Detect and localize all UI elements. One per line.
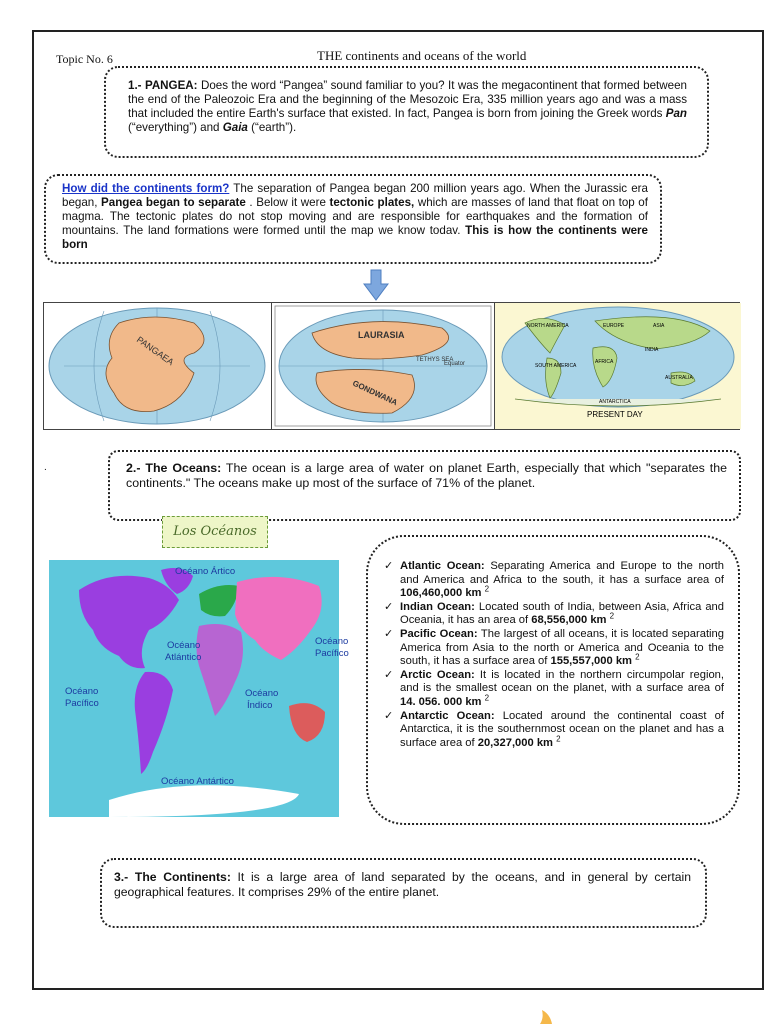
- label-atlantico-1: Océano: [167, 640, 201, 651]
- pangea-pan: Pan: [665, 107, 687, 120]
- decorative-doodle-icon: [536, 1010, 556, 1024]
- oceania-shape: [289, 703, 325, 742]
- formation-text-3: which are masses of land that float on top of magma. The tectonic plates do not stop moving and are responsible for earthquakes and the formation of mountains. The land formations were formed until the map we know todav.: [62, 196, 648, 237]
- present-label-india: INDIA: [645, 347, 659, 353]
- map-laurasia-gondwana: [272, 303, 495, 429]
- how-continents-formed-link[interactable]: How did the continents form?: [62, 182, 230, 195]
- europe-shape: [199, 585, 239, 616]
- check-icon: ✓: [384, 600, 394, 613]
- present-label-north-america: NORTH AMERICA: [527, 323, 569, 329]
- ocean-name-indian: Indian Ocean:: [400, 600, 475, 613]
- north-america-shape: [79, 576, 179, 669]
- continental-drift-maps: [43, 302, 740, 430]
- ocean-name-antarctic: Antarctic Ocean:: [400, 709, 495, 722]
- topic-number: Topic No. 6: [56, 52, 113, 66]
- oceans-intro-text: The ocean is a large area of water on planet Earth, especially that which "separates the continents." The oceans make up most of the surface of 71% of the planet.: [126, 461, 727, 490]
- ocean-text-arctic: It is located in the northern circumpolar region, and is the smallest ocean on the planet, with a surface area of: [400, 668, 724, 695]
- present-label-antarctica: ANTARCTICA: [599, 399, 631, 405]
- oceans-intro-paragraph: [126, 461, 727, 491]
- present-label-asia: ASIA: [653, 323, 665, 329]
- present-day-label: PRESENT DAY: [587, 410, 643, 419]
- check-icon: ✓: [384, 560, 394, 572]
- ocean-list-box: [366, 535, 740, 825]
- ocean-item-pacific: [384, 628, 724, 669]
- continents-text: It is a large area of land separated by the oceans, and in general by certain geographical features. It comprises 29% of the entire planet.: [114, 870, 691, 899]
- ocean-area-indian: 68,556,000 km: [531, 614, 607, 627]
- formation-text-2: . Below it were: [245, 196, 330, 209]
- ocean-area-sup-indian: 2: [609, 611, 615, 621]
- pangea-text-3: (“earth”).: [247, 121, 297, 134]
- pangea-text-2: (“everything”) and: [128, 121, 223, 134]
- present-label-south-america: SOUTH AMERICA: [535, 363, 577, 369]
- ocean-list: [384, 560, 724, 750]
- label-pacifico-left-2: Pacífico: [65, 698, 99, 709]
- ocean-text-indian: Located south of India, between Asia, Africa and Oceania, it has an area of: [400, 600, 724, 627]
- ocean-area-arctic: 14. 056. 000 km: [400, 695, 482, 708]
- laurasia-label: LAURASIA: [358, 330, 405, 340]
- pangea-text-1: Does the word “Pangea” sound familiar to you? It was the megacontinent that formed between the end of the Paleozoic Era and the beginning of the Mesozoic Era, 335 million years ago and was a mass that included the entire Earth's surface that existed. In fact, Pangea is born from joining the Greek words: [128, 79, 687, 120]
- world-oceans-map: [49, 560, 349, 817]
- label-pacifico-right-1: Océano: [315, 636, 349, 647]
- pangea-box: [104, 66, 709, 158]
- formation-bold-1: Pangea began to separate: [101, 196, 246, 209]
- stray-mark: .: [44, 462, 47, 473]
- label-indico-1: Océano: [245, 688, 279, 699]
- check-icon: ✓: [384, 668, 394, 681]
- present-label-africa: AFRICA: [595, 359, 614, 365]
- ocean-name-pacific: Pacific Ocean:: [400, 627, 478, 640]
- present-label-australia: AUSTRALIA: [665, 375, 693, 381]
- continents-box: [100, 858, 707, 928]
- pangea-paragraph: [128, 79, 687, 135]
- down-arrow-icon: [364, 270, 388, 300]
- map-pangaea: [44, 303, 272, 429]
- equator-label: Equator: [444, 361, 466, 367]
- page-title: THE continents and oceans of the world: [317, 48, 527, 63]
- ocean-item-antarctic: [384, 710, 724, 751]
- ocean-text-antarctic: Located around the continental coast of Antarctica, it is the southernmost ocean on the planet and has a surface area of: [400, 709, 724, 749]
- ocean-name-atlantic: Atlantic Ocean:: [400, 560, 485, 572]
- present-label-europe: EUROPE: [603, 323, 625, 329]
- gondwana-label: GONDWANA: [351, 378, 399, 408]
- asia-shape: [235, 577, 322, 660]
- ocean-item-atlantic: [384, 560, 724, 601]
- ocean-area-sup-pacific: 2: [635, 652, 640, 662]
- continents-paragraph: [114, 870, 691, 900]
- label-pacifico-left-1: Océano: [65, 686, 99, 697]
- oceans-heading: 2.- The Oceans:: [126, 461, 222, 475]
- tethys-label: TETHYS SEA: [416, 357, 454, 363]
- formation-paragraph: [62, 182, 648, 252]
- ocean-name-arctic: Arctic Ocean:: [400, 668, 475, 681]
- pangaea-label: PANGAEA: [134, 334, 176, 368]
- ocean-text-atlantic: Separating America and Europe to the north and America and Africa to the south, it has a surface area of: [400, 560, 725, 586]
- formation-text-1: The separation of Pangea began 200 million years ago. When the Jurassic era began,: [62, 182, 648, 209]
- label-pacifico-right-2: Pacífico: [315, 648, 349, 659]
- ocean-text-pacific: The largest of all oceans, it is located separating America from Asia to the north or America and Oceania to the south, it has a surface area of: [400, 627, 724, 668]
- ocean-area-antarctic: 20,327,000 km: [477, 736, 554, 749]
- label-atlantico-2: Atlántico: [165, 652, 202, 663]
- continents-heading: 3.- The Continents:: [114, 870, 231, 884]
- formation-bold-3: This is how the continents were born: [62, 224, 648, 251]
- africa-shape: [196, 624, 243, 716]
- los-oceanos-sign: Los Océanos: [162, 516, 268, 548]
- check-icon: ✓: [384, 627, 394, 640]
- antarctica-shape: [109, 785, 299, 817]
- pangea-gaia: Gaia: [222, 121, 248, 134]
- formation-bold-2: tectonic plates,: [329, 196, 415, 209]
- check-icon: ✓: [384, 709, 394, 722]
- ocean-area-sup-antarctic: 2: [556, 733, 561, 743]
- formation-box: [44, 174, 662, 264]
- label-antartico: Océano Antártico: [161, 776, 234, 787]
- map-present-day: [495, 303, 741, 429]
- ocean-item-arctic: [384, 669, 724, 710]
- pangea-heading: 1.- PANGEA:: [128, 79, 198, 92]
- ocean-item-indian: [384, 601, 724, 628]
- ocean-area-atlantic: 106,460,000 km: [400, 587, 482, 600]
- ocean-area-sup-arctic: 2: [484, 693, 490, 703]
- label-indico-2: Índico: [247, 700, 273, 711]
- south-america-shape: [135, 672, 173, 774]
- ocean-area-pacific: 155,557,000 km: [550, 655, 632, 668]
- label-artico: Océano Ártico: [175, 566, 236, 577]
- oceans-intro-box: [108, 450, 741, 521]
- ocean-area-sup-atlantic: 2: [484, 584, 490, 594]
